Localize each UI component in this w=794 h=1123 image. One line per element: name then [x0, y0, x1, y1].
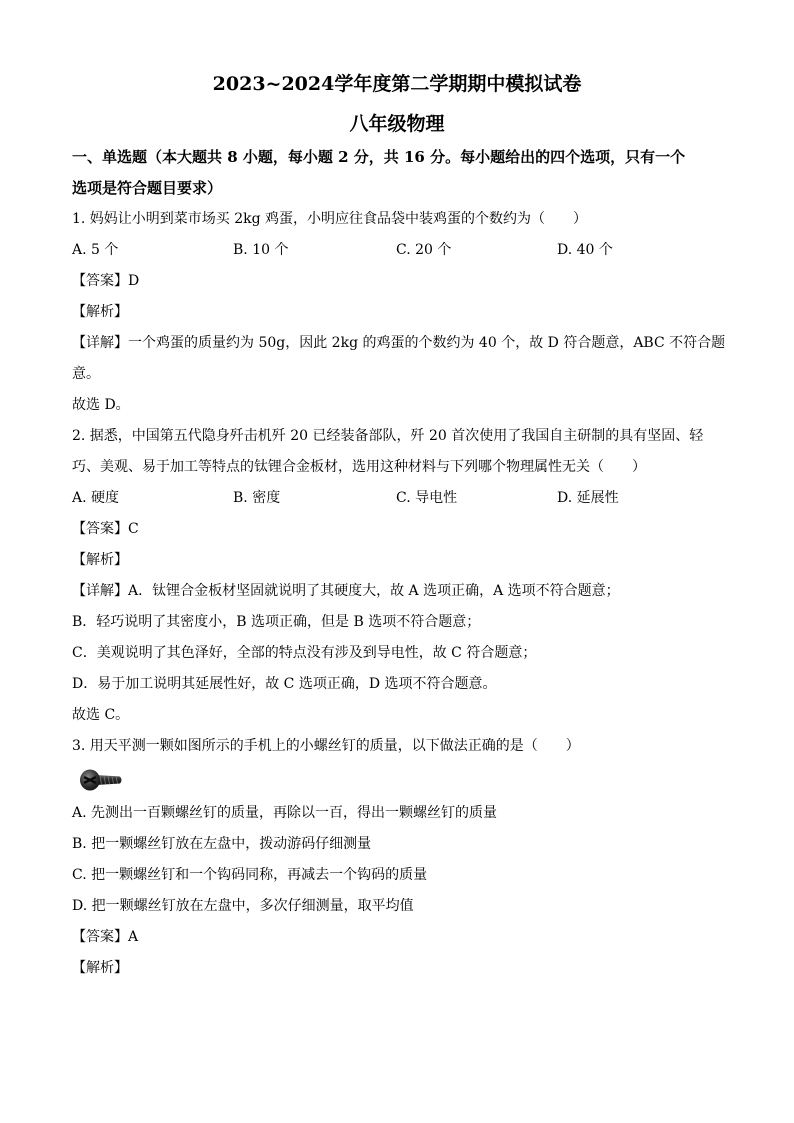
- section-heading-line1: 一、单选题（本大题共 8 小题，每小题 2 分，共 16 分。每小题给出的四个选项，只有一个: [72, 148, 686, 166]
- question-2-option-c: C. 导电性: [396, 490, 458, 506]
- question-1-detail-line1: 【详解】一个鸡蛋的质量约为 50g，因此 2kg 的鸡蛋的个数约为 40 个，故 D 符合题意，ABC 不符合题: [72, 335, 726, 351]
- screw-figure: [72, 762, 722, 798]
- question-1-options: [72, 235, 722, 266]
- question-1-option-c: C. 20 个: [396, 242, 452, 258]
- question-3-option-d: D. 把一颗螺丝钉放在左盘中，多次仔细测量，取平均值: [72, 898, 414, 914]
- question-2-options: [72, 483, 722, 514]
- question-1-option-d: D. 40 个: [557, 242, 613, 258]
- question-2-detail-line4: D．易于加工说明其延展性好，故 C 选项正确，D 选项不符合题意。: [72, 676, 497, 692]
- question-2-detail-line3: C．美观说明了其色泽好，全部的特点没有涉及到导电性，故 C 符合题意；: [72, 645, 537, 661]
- exam-title: 2023~2024学年度第二学期期中模拟试卷: [212, 73, 582, 95]
- question-1-stem: 1. 妈妈让小明到菜市场买 2kg 鸡蛋，小明应往食品袋中装鸡蛋的个数约为（ ）: [72, 211, 588, 227]
- section-heading: [72, 142, 722, 204]
- question-3-option-c: C. 把一颗螺丝钉和一个钩码同称，再减去一个钩码的质量: [72, 867, 428, 883]
- question-3: [72, 731, 722, 984]
- question-1: [72, 204, 726, 421]
- question-3-analysis: 【解析】: [72, 960, 128, 976]
- question-2-answer: 【答案】C: [72, 521, 139, 537]
- question-2-analysis: 【解析】: [72, 552, 128, 568]
- question-2-stem-line1: 2. 据悉，中国第五代隐身歼击机歼 20 已经装备部队，歼 20 首次使用了我国自主研制的具有坚固、轻: [72, 428, 704, 444]
- question-1-analysis: 【解析】: [72, 304, 128, 320]
- question-2-option-b: B. 密度: [233, 490, 281, 506]
- question-3-option-a: A. 先测出一百颗螺丝钉的质量，再除以一百，得出一颗螺丝钉的质量: [72, 805, 498, 821]
- question-1-option-a: A. 5 个: [72, 242, 119, 258]
- question-2-detail-line2: B．轻巧说明了其密度小，B 选项正确，但是 B 选项不符合题意；: [72, 614, 481, 630]
- question-3-stem: 3. 用天平测一颗如图所示的手机上的小螺丝钉的质量，以下做法正确的是（ ）: [72, 738, 580, 754]
- question-3-answer: 【答案】A: [72, 929, 139, 945]
- question-1-answer: 【答案】D: [72, 273, 140, 289]
- question-1-option-b: B. 10 个: [233, 242, 289, 258]
- question-2-detail-line1: 【详解】A．钛锂合金板材坚固就说明了其硬度大，故 A 选项正确，A 选项不符合题意；: [72, 583, 620, 599]
- question-2-option-a: A. 硬度: [72, 490, 120, 506]
- question-1-conclusion: 故选 D。: [72, 397, 130, 413]
- question-2: [72, 421, 722, 731]
- question-2-stem-line2: 巧、美观、易于加工等特点的钛锂合金板材，选用这种材料与下列哪个物理属性无关（ ）: [72, 459, 646, 475]
- question-1-detail-line2: 意。: [72, 366, 100, 382]
- exam-subtitle: 八年级物理: [349, 113, 445, 135]
- section-heading-line2: 选项是符合题目要求）: [72, 179, 223, 197]
- question-3-option-b: B. 把一颗螺丝钉放在左盘中，拨动游码仔细测量: [72, 836, 372, 852]
- question-2-conclusion: 故选 C。: [72, 707, 130, 723]
- question-2-option-d: D. 延展性: [557, 490, 619, 506]
- screw-icon: [78, 767, 124, 793]
